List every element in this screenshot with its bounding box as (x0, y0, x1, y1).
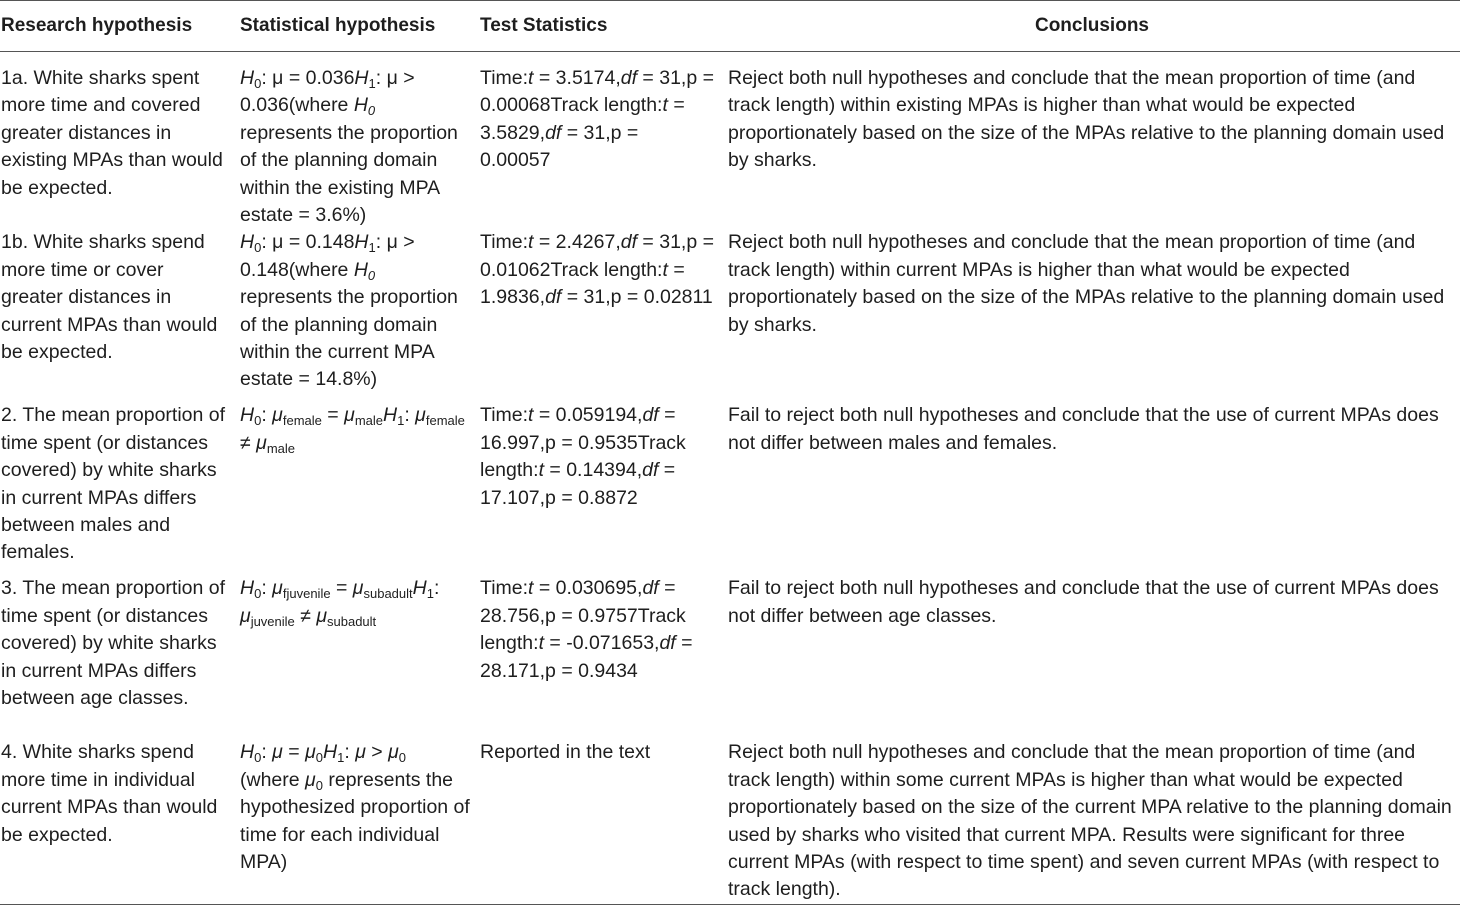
statistical-hypothesis-cell: $H_0$: $\mu = 0.036H_1$: μ > 0.036(where $H_0$ represents the proportion of the planning domain within the existing MPA estate = 3.6%) (240, 67, 458, 227)
conclusion-cell: Reject both null hypotheses and conclude that the mean proportion of time (and track length) within some current MPAs is higher than what would be expected proportionately based on the size of the current MPA relative to the planning domain used by sharks who visited that current MPA. Results were significant for three current MPAs (with respect to time spent) and seven current MPAs (with respect to track length). (728, 739, 1460, 904)
conclusion-cell: Fail to reject both null hypotheses and conclude that the use of current MPAs does not differ between age classes. (728, 577, 1439, 627)
statistical-hypothesis-cell: $H_0$: $\mu = 0.148H_1$: μ > 0.148(where $H_0$ represents the proportion of the planning domain within the current MPA estate = 14.8%) (240, 231, 458, 391)
conclusion-cell: Fail to reject both null hypotheses and conclude that the use of current MPAs does not differ between males and females. (728, 404, 1439, 454)
statistical-hypothesis-cell: $H_0$: $\mu_{fjuvenile} = \mu_{subadult}H_1$: $\mu_{juvenile} \ne \mu_{subadult}$ (240, 577, 440, 629)
header-test: Test Statistics (480, 1, 728, 52)
table-row (0, 739, 1460, 904)
table-row (0, 229, 1460, 402)
statistical-hypothesis-cell: $H_0$: $\mu = \mu_0H_1$: $\mu > \mu_0$ (where $\mu_0$ represents the hypothesized proportion of time for each individual MPA) (240, 739, 480, 904)
table-row (0, 402, 1460, 575)
research-hypothesis-cell: 3. The mean proportion of time spent (or distances covered) by white sharks in current MPAs differs between age classes. (1, 577, 226, 710)
test-statistics-cell: Time:t = 0.059194,df = 16.997,p = 0.9535Track length:t = 0.14394,df = 17.107,p = 0.8872 (480, 404, 686, 509)
header-conclusions: Conclusions (728, 1, 1460, 52)
research-hypothesis-cell: 1b. White sharks spend more time or cover greater distances in current MPAs than would be expected. (1, 231, 218, 364)
research-hypothesis-cell: 2. The mean proportion of time spent (or distances covered) by white sharks in current MPAs differs between males and females. (1, 404, 226, 564)
test-statistics-cell: Time:t = 3.5174,df = 31,p = 0.00068Track length:t = 3.5829,df = 31,p = 0.00057 (480, 67, 714, 172)
research-hypothesis-cell: 4. White sharks spend more time in individual current MPAs than would be expected. (0, 739, 240, 904)
test-statistics-cell: Time:t = 0.030695,df = 28.756,p = 0.9757Track length:t = -0.071653,df = 28.171,p = 0.9434 (480, 577, 693, 682)
conclusion-cell: Reject both null hypotheses and conclude that the mean proportion of time (and track length) within current MPAs is higher than what would be expected proportionately based on the size of the MPAs relative to the planning domain used by sharks. (728, 231, 1445, 336)
research-hypothesis-cell: 1a. White sharks spent more time and covered greater distances in existing MPAs than would be expected. (1, 67, 223, 199)
header-statistical: Statistical hypothesis (240, 1, 480, 52)
test-statistics-cell: Reported in the text (480, 739, 728, 904)
table-row (0, 52, 1460, 230)
statistical-hypothesis-cell: $H_0$: $\mu_{female} = \mu_{male}H_1$: $\mu_{female} \ne \mu_{male}$ (240, 404, 465, 456)
table-row (0, 575, 1460, 739)
header-row (0, 1, 1460, 52)
conclusion-cell: Reject both null hypotheses and conclude that the mean proportion of time (and track length) within existing MPAs is higher than what would be expected proportionately based on the size of the MPAs relative to the planning domain used by sharks. (728, 67, 1445, 172)
header-research: Research hypothesis (0, 1, 240, 52)
test-statistics-cell: Time:t = 2.4267,df = 31,p = 0.01062Track length:t = 1.9836,df = 31,p = 0.02811 (480, 231, 714, 309)
